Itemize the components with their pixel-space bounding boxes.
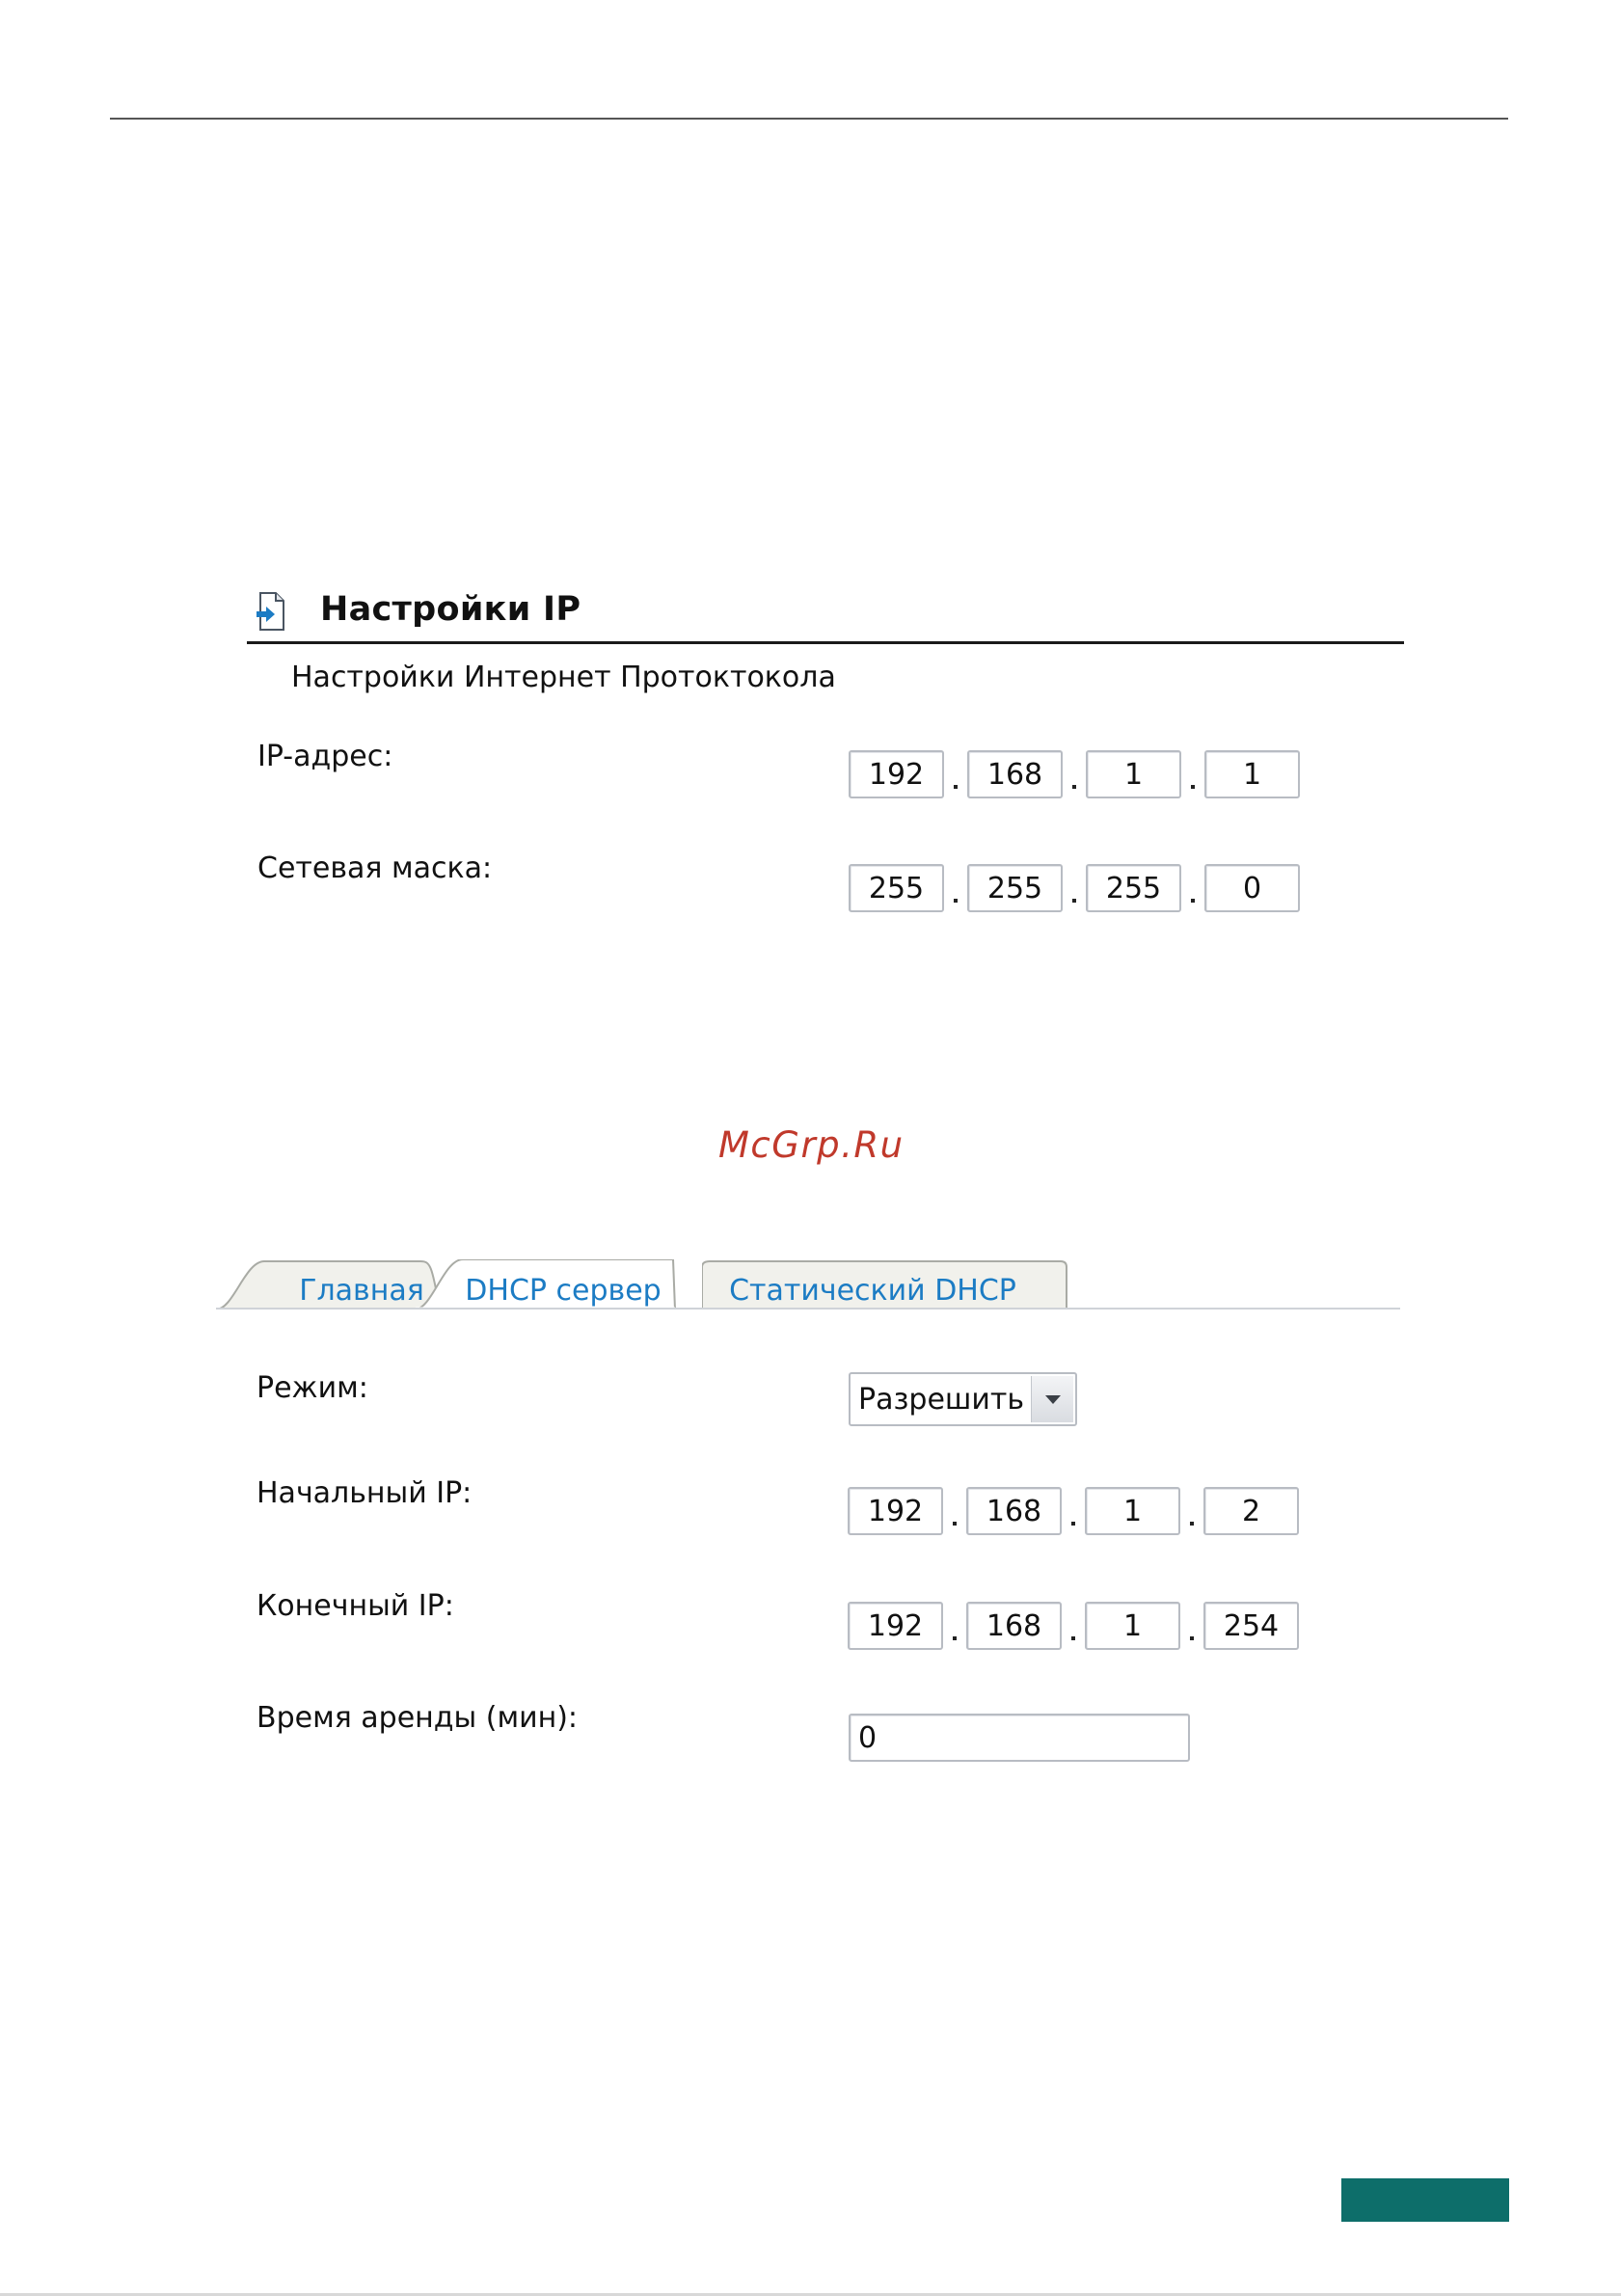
octet-separator [944, 864, 967, 912]
section-subtitle: Настройки Интернет Протоктокола [291, 661, 836, 694]
tab-static-dhcp-label: Статический DHCP [729, 1273, 1016, 1308]
start-ip-octet-1[interactable]: 192 [848, 1487, 943, 1535]
end-ip-octet-4[interactable]: 254 [1203, 1602, 1299, 1650]
octet-separator [1062, 1602, 1085, 1650]
octet-separator [943, 1487, 966, 1535]
top-divider [110, 118, 1508, 120]
start-ip-octet-4[interactable]: 2 [1203, 1487, 1299, 1535]
netmask-octet-2[interactable]: 255 [967, 864, 1063, 912]
lease-time-label: Время аренды (мин): [257, 1701, 579, 1735]
tab-dhcp-server[interactable] [415, 1259, 677, 1310]
start-ip-octet-2[interactable]: 168 [966, 1487, 1062, 1535]
start-ip-octet-3[interactable]: 1 [1085, 1487, 1180, 1535]
end-ip-octet-3[interactable]: 1 [1085, 1602, 1180, 1650]
start-ip-label: Начальный IP: [257, 1476, 473, 1510]
ip-address-octet-2[interactable]: 168 [967, 750, 1063, 798]
netmask-octet-1[interactable]: 255 [849, 864, 944, 912]
mode-select-value: Разрешить [858, 1383, 1025, 1417]
ip-address-label: IP-адрес: [257, 740, 393, 773]
end-ip-label: Конечный IP: [257, 1589, 454, 1623]
page-number-tab [1341, 2178, 1509, 2222]
netmask-octet-3[interactable]: 255 [1086, 864, 1181, 912]
mode-select[interactable] [849, 1372, 1077, 1426]
lease-time-input[interactable]: 0 [849, 1714, 1190, 1762]
octet-separator [944, 750, 967, 798]
page-title: Настройки IP [320, 590, 581, 629]
tab-main-label: Главная [299, 1273, 424, 1308]
watermark-text: McGrp.Ru [718, 1124, 905, 1166]
end-ip-octet-2[interactable]: 168 [966, 1602, 1062, 1650]
octet-separator [1063, 864, 1086, 912]
ip-address-octet-3[interactable]: 1 [1086, 750, 1181, 798]
netmask-octet-4[interactable]: 0 [1204, 864, 1300, 912]
chevron-down-icon[interactable] [1031, 1376, 1073, 1422]
tab-dhcp-server-label: DHCP сервер [465, 1273, 662, 1308]
page-arrow-icon [257, 592, 285, 631]
netmask-label: Сетевая маска: [257, 851, 493, 885]
ip-address-octet-4[interactable]: 1 [1204, 750, 1300, 798]
netmask-field [849, 863, 1300, 913]
octet-separator [1181, 864, 1204, 912]
tab-baseline [216, 1308, 1400, 1310]
end-ip-octet-1[interactable]: 192 [848, 1602, 943, 1650]
mode-label: Режим: [257, 1371, 368, 1405]
header-divider [247, 641, 1404, 644]
end-ip-field [848, 1601, 1299, 1651]
ip-settings-header [247, 584, 1404, 644]
octet-separator [1181, 750, 1204, 798]
octet-separator [1180, 1602, 1203, 1650]
octet-separator [1180, 1487, 1203, 1535]
ip-address-octet-1[interactable]: 192 [849, 750, 944, 798]
octet-separator [1063, 750, 1086, 798]
octet-separator [943, 1602, 966, 1650]
tab-static-dhcp[interactable] [702, 1259, 1068, 1310]
tab-main[interactable] [216, 1259, 444, 1310]
start-ip-field [848, 1486, 1299, 1536]
octet-separator [1062, 1487, 1085, 1535]
tab-bar [216, 1254, 1400, 1311]
ip-address-field [849, 749, 1300, 799]
